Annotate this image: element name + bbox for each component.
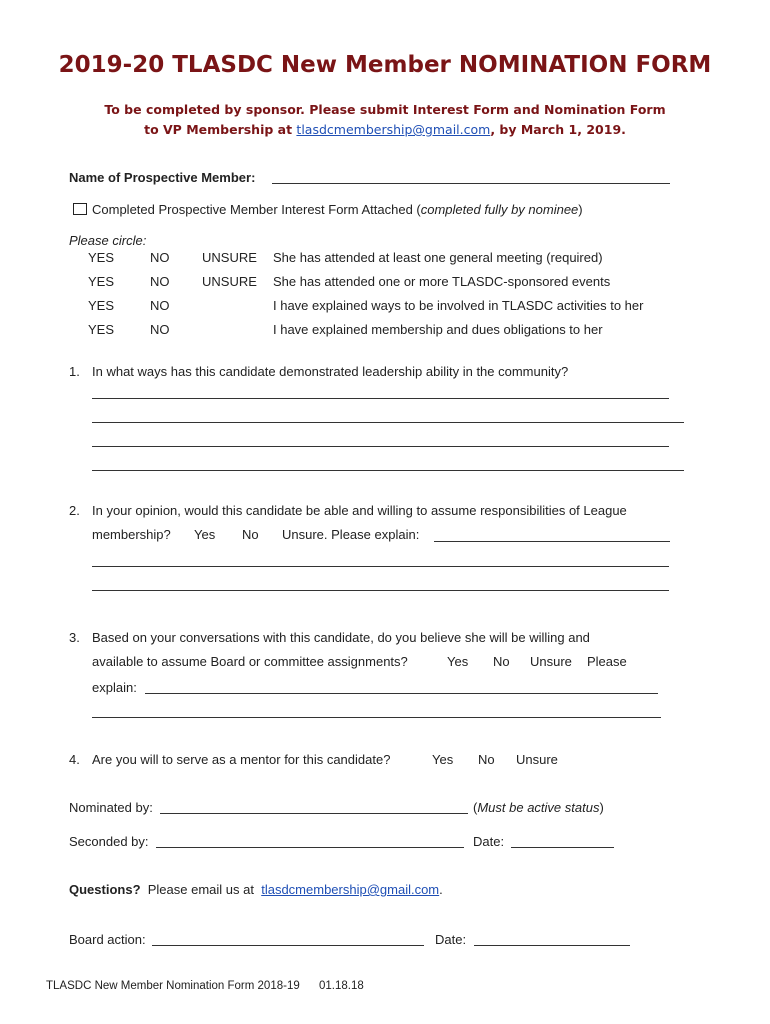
q1-answer-line[interactable] [92, 446, 669, 447]
circle-yes-3[interactable]: YES [88, 298, 115, 313]
footer-text: TLASDC New Member Nomination Form 2018-19 [46, 980, 300, 992]
q3-line-1: Based on your conversations with this candidate, do you believe she will be willing and [92, 630, 590, 645]
seconded-by-field[interactable] [156, 847, 464, 848]
questions-email-link[interactable]: tlasdcmembership@gmail.com [261, 882, 440, 897]
q1-answer-line[interactable] [92, 470, 684, 471]
board-action-field[interactable] [152, 945, 424, 946]
q2-no[interactable]: No [242, 527, 259, 542]
q4-no[interactable]: No [478, 752, 495, 767]
instructions-prefix: to VP Membership at [144, 122, 297, 137]
q4-yes[interactable]: Yes [432, 752, 454, 767]
q1-number: 1. [69, 364, 80, 379]
seconded-date-field[interactable] [511, 847, 614, 848]
board-date-field[interactable] [474, 945, 630, 946]
questions-label: Questions? [69, 882, 141, 897]
circle-unsure-1[interactable]: UNSURE [202, 250, 257, 265]
q3-explain-label: explain: [92, 680, 137, 695]
interest-form-label: Completed Prospective Member Interest Form Attached (completed fully by nominee) [92, 202, 583, 217]
circle-yes-4[interactable]: YES [88, 322, 115, 337]
q3-explain-line[interactable] [145, 693, 658, 694]
interest-form-checkbox[interactable] [73, 203, 87, 215]
instructions-line-2 [0, 122, 770, 137]
q2-yes[interactable]: Yes [194, 527, 216, 542]
seconded-date-label: Date: [473, 834, 505, 849]
q4-text: Are you will to serve as a mentor for this candidate? [92, 752, 391, 767]
q3-please: Please [587, 654, 627, 669]
circle-no-3[interactable]: NO [150, 298, 170, 313]
circle-no-4[interactable]: NO [150, 322, 170, 337]
questions-line: Questions? Please email us at tlasdcmembership@gmail.com. [69, 882, 443, 897]
q2-answer-line[interactable] [92, 590, 669, 591]
q3-answer-line[interactable] [92, 717, 661, 718]
please-circle-label: Please circle: [69, 233, 147, 248]
seconded-by-label: Seconded by: [69, 834, 149, 849]
q2-answer-line[interactable] [92, 566, 669, 567]
interest-form-note: completed fully by nominee [420, 202, 579, 217]
q2-explain-line[interactable] [434, 541, 670, 542]
name-label: Name of Prospective Member: [69, 170, 256, 185]
circle-text-2: She has attended one or more TLASDC-sponsored events [273, 274, 611, 289]
circle-text-3: I have explained ways to be involved in TLASDC activities to her [273, 298, 644, 313]
q3-yes[interactable]: Yes [447, 654, 469, 669]
q2-unsure[interactable]: Unsure. Please explain: [282, 527, 420, 542]
q3-number: 3. [69, 630, 80, 645]
board-date-label: Date: [435, 932, 467, 947]
q1-answer-line[interactable] [92, 422, 684, 423]
circle-text-1: She has attended at least one general meeting (required) [273, 250, 603, 265]
circle-yes-1[interactable]: YES [88, 250, 115, 265]
circle-yes-2[interactable]: YES [88, 274, 115, 289]
q2-number: 2. [69, 503, 80, 518]
q4-unsure[interactable]: Unsure [516, 752, 558, 767]
q3-line-2: available to assume Board or committee assignments? [92, 654, 408, 669]
q4-number: 4. [69, 752, 80, 767]
instructions-suffix: , by March 1, 2019. [490, 122, 626, 137]
q3-unsure[interactable]: Unsure [530, 654, 572, 669]
q1-text: In what ways has this candidate demonstrated leadership ability in the community? [92, 364, 569, 379]
board-action-label: Board action: [69, 932, 146, 947]
circle-text-4: I have explained membership and dues obligations to her [273, 322, 603, 337]
circle-no-2[interactable]: NO [150, 274, 170, 289]
form-title: 2019-20 TLASDC New Member NOMINATION FORM [58, 52, 712, 78]
circle-unsure-2[interactable]: UNSURE [202, 274, 257, 289]
footer-date: 01.18.18 [319, 980, 364, 992]
instructions-line-1: To be completed by sponsor. Please submit Interest Form and Nomination Form [104, 102, 666, 117]
q2-line-2: membership? [92, 527, 171, 542]
nominated-by-label: Nominated by: [69, 800, 153, 815]
q3-no[interactable]: No [493, 654, 510, 669]
name-field[interactable] [272, 183, 670, 184]
nominated-by-field[interactable] [160, 813, 468, 814]
q2-line-1: In your opinion, would this candidate be able and willing to assume responsibilities of League [92, 503, 627, 518]
nominated-note: (Must be active status) [473, 800, 604, 815]
membership-email-link[interactable]: tlasdcmembership@gmail.com [296, 122, 491, 137]
q1-answer-line[interactable] [92, 398, 669, 399]
circle-no-1[interactable]: NO [150, 250, 170, 265]
